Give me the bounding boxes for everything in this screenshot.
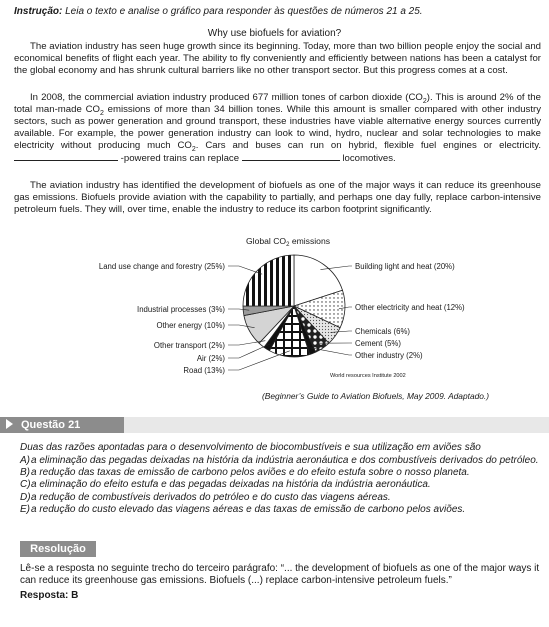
question-tab bbox=[0, 417, 124, 433]
option-letter: E) bbox=[20, 503, 30, 515]
option-text: a eliminação do efeito estufa e das pegadas deixadas na história da indústria aeronáutica. bbox=[31, 479, 431, 491]
slice-label: Industrial processes (3%) bbox=[137, 305, 225, 314]
slice-label: Other electricity and heat (12%) bbox=[355, 303, 465, 312]
option-text: a redução do custo elevado das viagens aéreas e das taxas de emissão de carbono pelos aviões. bbox=[31, 503, 466, 515]
pie-slice bbox=[243, 255, 294, 306]
question-header-bar bbox=[0, 417, 549, 433]
option-letter: A) bbox=[20, 455, 30, 466]
instruction bbox=[14, 6, 539, 17]
paragraph-2 bbox=[14, 92, 541, 166]
answer: Resposta: B bbox=[20, 590, 79, 601]
slice-label: Other energy (10%) bbox=[156, 321, 225, 330]
play-arrow-icon bbox=[6, 419, 13, 429]
slice-label: Land use change and forestry (25%) bbox=[98, 262, 225, 271]
slice-label: Other industry (2%) bbox=[355, 351, 423, 360]
chart-source: World resources Institute 2002 bbox=[330, 373, 406, 379]
p2-part-d: . Cars and buses can run on hybrid, flexible fuel engines or electricity. bbox=[195, 140, 542, 152]
p2-part-f: locomotives. bbox=[342, 153, 396, 165]
p2-part-c: emissions of more than 34 billion tones. While this amount is smaller compared with other industry sectors, such as power generation and ground transport, these industries have viable alternative energy sources currently available. For example, the power generation industry can look to wind, hydro, nuclear and solar technologies to make electricity without producing much CO bbox=[14, 104, 541, 152]
question-stem: Duas das razões apontadas para o desenvolvimento de biocombustíveis e sua utilização em aviões são bbox=[20, 442, 481, 453]
p2-part-a: In 2008, the commercial aviation industry produced 677 million tones of carbon dioxide (CO bbox=[30, 92, 423, 103]
paragraph-1: The aviation industry has seen huge growth since its beginning. Today, more than two billion people enjoy the social and economical benefits of flight each year. The ability to fly conveniently and efficiently between nations has been a catalyst for the global economy and has shrunk cultural barriers like no other transport sector. But this progress comes at a cost. bbox=[14, 41, 541, 77]
chart-title: Global $CO_2$ emissions bbox=[245, 236, 331, 248]
option-text: a eliminação das pegadas deixadas na história da indústria aeronáutica e dos combustíveis derivados do petróleo. bbox=[31, 455, 539, 466]
slice-label: Cement (5%) bbox=[355, 339, 401, 348]
slice-label: Air (2%) bbox=[196, 354, 225, 363]
slice-label: Chemicals (6%) bbox=[355, 327, 411, 336]
p2-part-b: ). This is around 2% of the total man-made CO bbox=[14, 92, 541, 116]
option-d[interactable] bbox=[20, 492, 540, 504]
slice-label: Other transport (2%) bbox=[153, 341, 225, 350]
figure-caption: (Beginner’s Guide to Aviation Biofuels, May 2009. Adaptado.) bbox=[262, 391, 490, 401]
slice-label: Building light and heat (20%) bbox=[355, 262, 455, 271]
co2-subscript: 2 bbox=[422, 97, 427, 105]
paragraph-3: The aviation industry has identified the development of biofuels as one of the major ways it can reduce its greenhouse gas emissions. Biofuels provide aviation with the capability to partially, and perhaps one day fully, replace carbon-intensive petroleum fuels. They will, over time, enable the industry to reduce its carbon footprint significantly. bbox=[14, 180, 541, 216]
option-letter: B) bbox=[20, 467, 30, 479]
option-c[interactable] bbox=[20, 479, 540, 491]
instruction-label: Instrução: bbox=[14, 6, 63, 17]
resolution-tab: Resolução bbox=[20, 541, 96, 557]
option-text: a redução das taxas de emissão de carbono pelos aviões e do efeito estufa sobre o nosso planeta. bbox=[31, 467, 470, 479]
option-e[interactable] bbox=[20, 504, 540, 516]
option-text: a redução de combustíveis derivados do petróleo e do custo das viagens aéreas. bbox=[31, 491, 391, 503]
pie-chart-figure bbox=[0, 232, 549, 392]
article-title: Why use biofuels for aviation? bbox=[207, 28, 342, 39]
option-a[interactable] bbox=[20, 455, 540, 467]
option-letter: D) bbox=[20, 491, 31, 503]
resolution-text: Lê-se a resposta no seguinte trecho do terceiro parágrafo: “... the development of biofuels as one of the major ways it can reduce its greenhouse gas emissions. Biofuels (...) replace carbon-intensive petroleum fuels.” bbox=[20, 563, 540, 587]
option-b[interactable] bbox=[20, 467, 540, 479]
option-letter: C) bbox=[20, 479, 31, 491]
answer-options bbox=[20, 455, 540, 516]
question-number: Questão 21 bbox=[21, 419, 81, 431]
blank-line bbox=[242, 152, 340, 161]
blank-line bbox=[14, 152, 118, 161]
instruction-text: Leia o texto e analise o gráfico para responder às questões de números 21 a 25. bbox=[65, 6, 423, 17]
pie-chart bbox=[0, 232, 549, 392]
slice-label: Road (13%) bbox=[183, 366, 225, 375]
co2-subscript: 2 bbox=[99, 110, 104, 117]
co2-subscript: 2 bbox=[191, 146, 196, 154]
p2-part-e: -powered trains can replace bbox=[120, 153, 240, 165]
